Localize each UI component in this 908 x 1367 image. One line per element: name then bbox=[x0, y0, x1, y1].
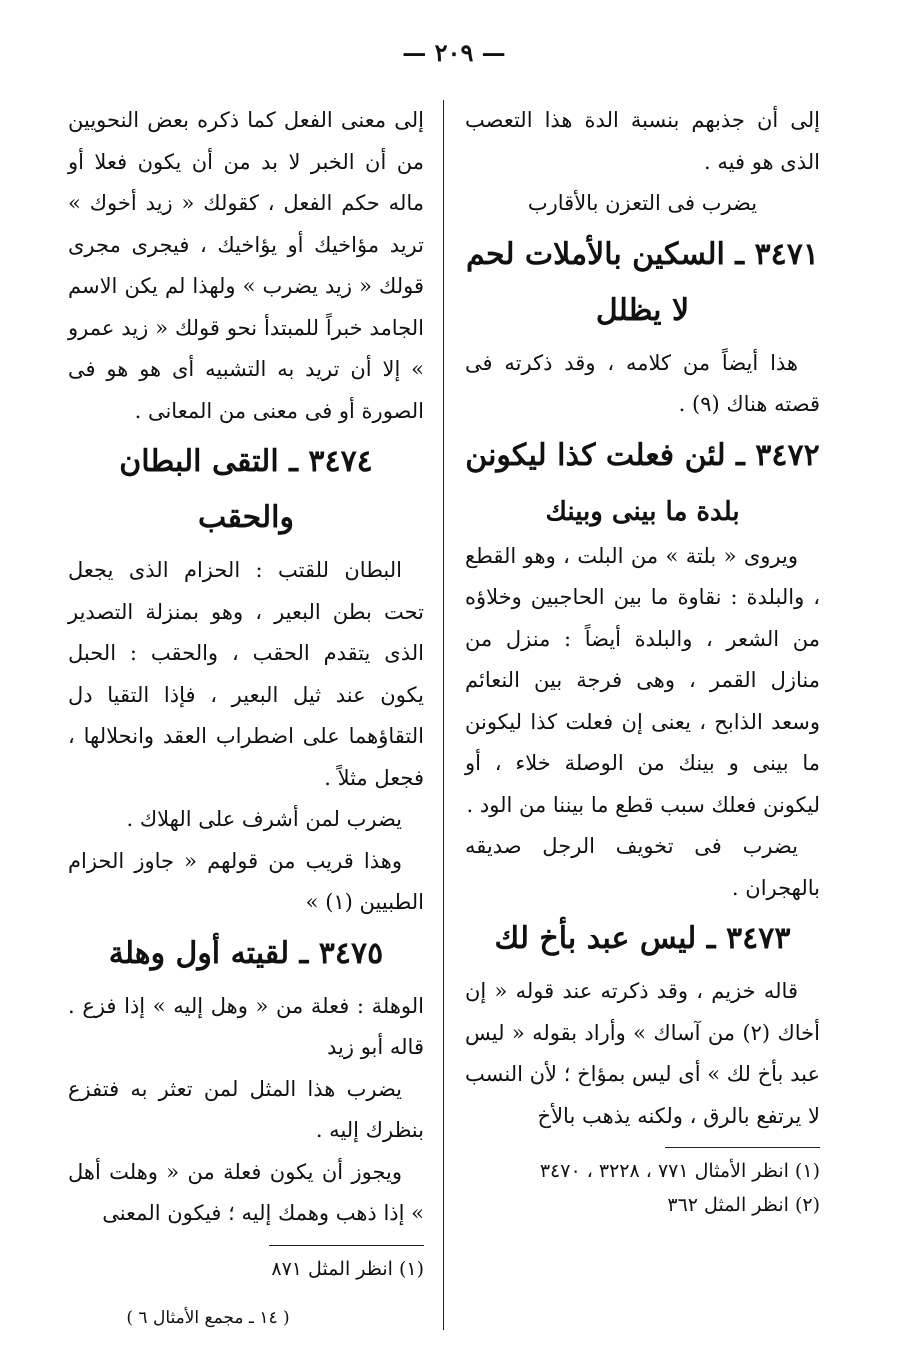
usage-note: يضرب فى تخويف الرجل صديقه بالهجران . bbox=[465, 834, 820, 900]
paragraph: إلى أن جذبهم بنسبة الدة هذا التعصب الذى هو فيه . bbox=[465, 108, 820, 174]
page-number: — ٢٠٩ — bbox=[402, 38, 506, 67]
usage-note: يضرب هذا المثل لمن تعثر به فتفزع بنظرك إليه . bbox=[68, 1076, 424, 1142]
column-divider bbox=[443, 100, 444, 1330]
usage-note: يضرب فى التعزن بالأقارب bbox=[527, 191, 758, 215]
proverb-text: ـ لقيته أول وهلة bbox=[108, 935, 309, 971]
paragraph: إلى معنى الفعل كما ذكره بعض النحويين من أن الخبر لا بد من أن يكون فعلا أو ماله حكم الفعل ، كقولك « زيد أخوك » تريد مؤاخيك أو يؤاخيك ، فيجرى مجرى قولك « زيد يضرب » ولهذا لم يكن الاسم الجامد خبراً للمبتدأ نحو قولك « زيد عمرو » إلا أن تريد به التشبيه أى هو هو فى الصورة أو فى معنى من المعانى . bbox=[68, 108, 424, 423]
footnote-rule bbox=[665, 1147, 820, 1148]
proverb-text: ـ السكين بالأملات لحم لا يظلل bbox=[465, 236, 745, 328]
proverb-number: ٣٤٧١ bbox=[754, 236, 819, 272]
proverb-heading-3474 bbox=[68, 434, 424, 546]
right-column bbox=[465, 100, 820, 1222]
footnote: (٢) انظر المثل ٣٦٢ bbox=[667, 1194, 820, 1216]
proverb-heading-3473 bbox=[465, 911, 820, 967]
paragraph: ويجوز أن يكون فعلة من « وهلت أهل » إذا ذهب وهمك إليه ؛ فيكون المعنى bbox=[68, 1159, 424, 1225]
proverb-text: ـ التقى البطان والحقب bbox=[119, 444, 298, 535]
proverb-text: ـ لئن فعلت كذا ليكونن bbox=[465, 437, 745, 473]
usage-note: يضرب لمن أشرف على الهلاك . bbox=[126, 807, 402, 831]
footnote: (١) انظر المثل ٨٧١ bbox=[271, 1257, 424, 1280]
proverb-heading-3472 bbox=[465, 428, 820, 484]
paragraph: البطان للقتب : الحزام الذى يجعل تحت بطن البعير ، وهو بمنزلة التصدير الذى يتقدم الحقب ، والحقب : الحبل يكون عند ثيل البعير ، فإذا التقيا دل التقاؤهما على اضطراب العقد وانحلالها ، فجعل مثلاً . bbox=[68, 558, 424, 790]
paragraph: هذا أيضاً من كلامه ، وقد ذكرته فى قصته هناك (٩) . bbox=[465, 350, 820, 416]
proverb-number: ٣٤٧٤ bbox=[308, 444, 373, 479]
footnote: (١) انظر الأمثال ٧٧١ ، ٣٢٢٨ ، ٣٤٧٠ bbox=[539, 1160, 820, 1182]
signature-note: ( ١٤ ـ مجمع الأمثال ٦ ) bbox=[126, 1308, 290, 1328]
proverb-heading-3471 bbox=[465, 227, 820, 339]
proverb-heading-3475 bbox=[68, 926, 424, 982]
proverb-text-line2: بلدة ما بينى وبينك bbox=[545, 496, 740, 527]
left-column bbox=[68, 100, 424, 1286]
paragraph: الوهلة : فعلة من « وهل إليه » إذا فزع . قاله أبو زيد bbox=[68, 993, 424, 1059]
proverb-number: ٣٤٧٣ bbox=[726, 921, 791, 956]
proverb-text: ـ ليس عبد بأخ لك bbox=[494, 921, 716, 956]
paragraph: قاله خزيم ، وقد ذكرته عند قوله « إن أخاك (٢) من آساك » وأراد بقوله « ليس عبد بأخ لك » أى ليس بمؤاخ ؛ لأن النسب لا يرتفع بالرق ، ولكنه يذهب بالأخ bbox=[465, 979, 820, 1128]
paragraph: وهذا قريب من قولهم « جاوز الحزام الطبيين (١) » bbox=[68, 848, 424, 914]
paragraph: ويروى « بلتة » من البلت ، وهو القطع ، والبلدة : نقاوة ما بين الحاجبين وخلاؤه من الشعر ، والبلدة أيضاً : منزل من منازل القمر ، وهى فرجة بين النعائم وسعد الذابح ، يعنى إن فعلت كذا ليكونن ما بينى و بينك من الوصلة خلاء ، أو ليكونن فعلك سبب قطع ما بيننا من الود . bbox=[465, 543, 820, 817]
proverb-number: ٣٤٧٢ bbox=[755, 437, 820, 473]
footnote-rule bbox=[269, 1245, 424, 1246]
proverb-number: ٣٤٧٥ bbox=[318, 935, 384, 971]
